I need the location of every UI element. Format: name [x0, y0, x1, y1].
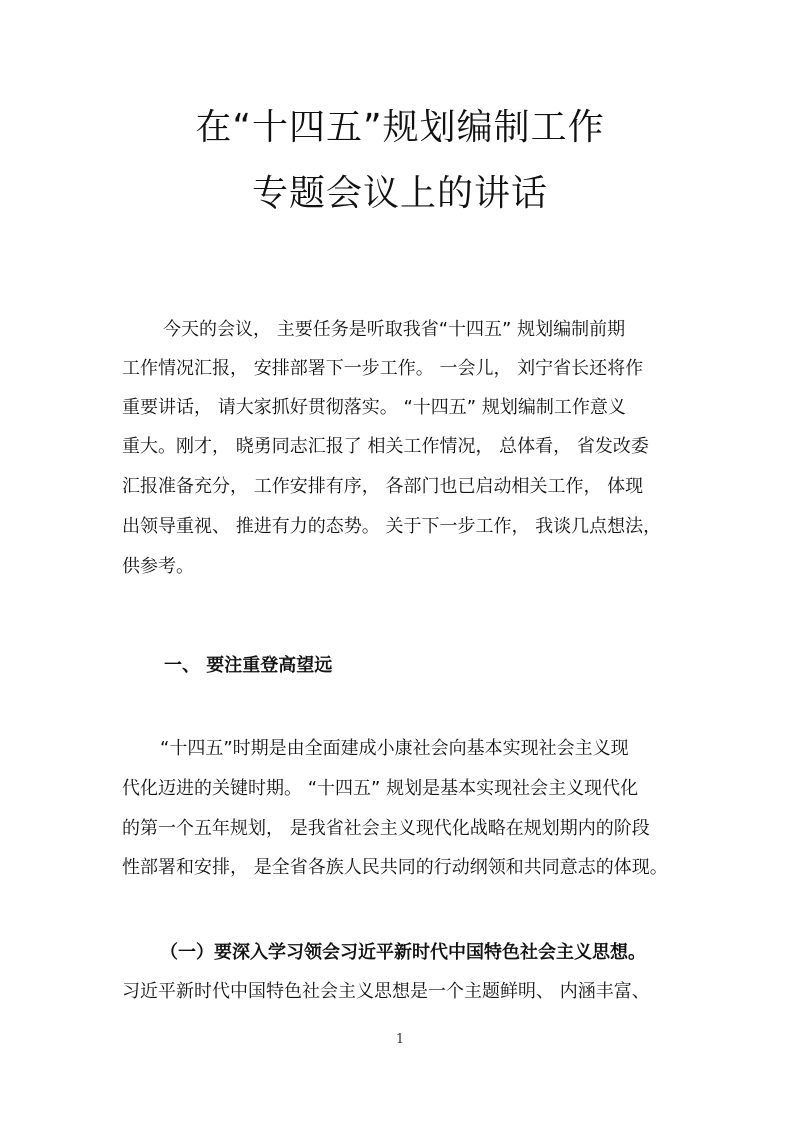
intro-paragraph-line-1: 今天的会议， 主要任务是听取我省“十四五” 规划编制前期: [163, 319, 626, 340]
intro-paragraph-line-5: 汇报准备充分， 工作安排有序， 各部门也已启动相关工作， 体现: [122, 476, 644, 497]
section-1-paragraph-line-1: “十四五”时期是由全面建成小康社会向基本实现社会主义现: [160, 738, 629, 759]
section-1-paragraph-line-3: 的第一个五年规划， 是我省社会主义现代化战略在规划期内的阶段: [122, 818, 650, 839]
subsection-1-heading: （一）要深入学习领会习近平新时代中国特色社会主义思想。: [160, 942, 646, 963]
section-1-paragraph-line-2: 代化迈进的关键时期。 “十四五” 规划是基本实现社会主义现代化: [122, 778, 639, 799]
document-title-line-1: 在“十四五”规划编制工作: [195, 107, 605, 148]
intro-paragraph-line-2: 工作情况汇报， 安排部署下一步工作。 一会儿， 刘宁省长还将作: [122, 358, 644, 379]
subsection-1-paragraph-line-1: 习近平新时代中国特色社会主义思想是一个主题鲜明、 内涵丰富、: [122, 981, 650, 1002]
section-1-heading: 一、 要注重登高望远: [164, 655, 333, 676]
intro-paragraph-line-4: 重大。刚才， 晓勇同志汇报了 相关工作情况， 总体看， 省发改委: [122, 436, 649, 457]
page-number: 1: [395, 1032, 405, 1047]
intro-paragraph-line-3: 重要讲话， 请大家抓好贯彻落实。 “十四五” 规划编制工作意义: [122, 397, 626, 418]
intro-paragraph-line-6: 出领导重视、 推进有力的态势。 关于下一步工作， 我谈几点想法，: [122, 516, 662, 537]
document-title-line-2: 专题会议上的讲话: [251, 173, 548, 214]
intro-paragraph-line-7: 供参考。: [122, 556, 194, 577]
section-1-paragraph-line-4: 性部署和安排， 是全省各族人民共同的行动纲领和共同意志的体现。: [122, 857, 668, 878]
